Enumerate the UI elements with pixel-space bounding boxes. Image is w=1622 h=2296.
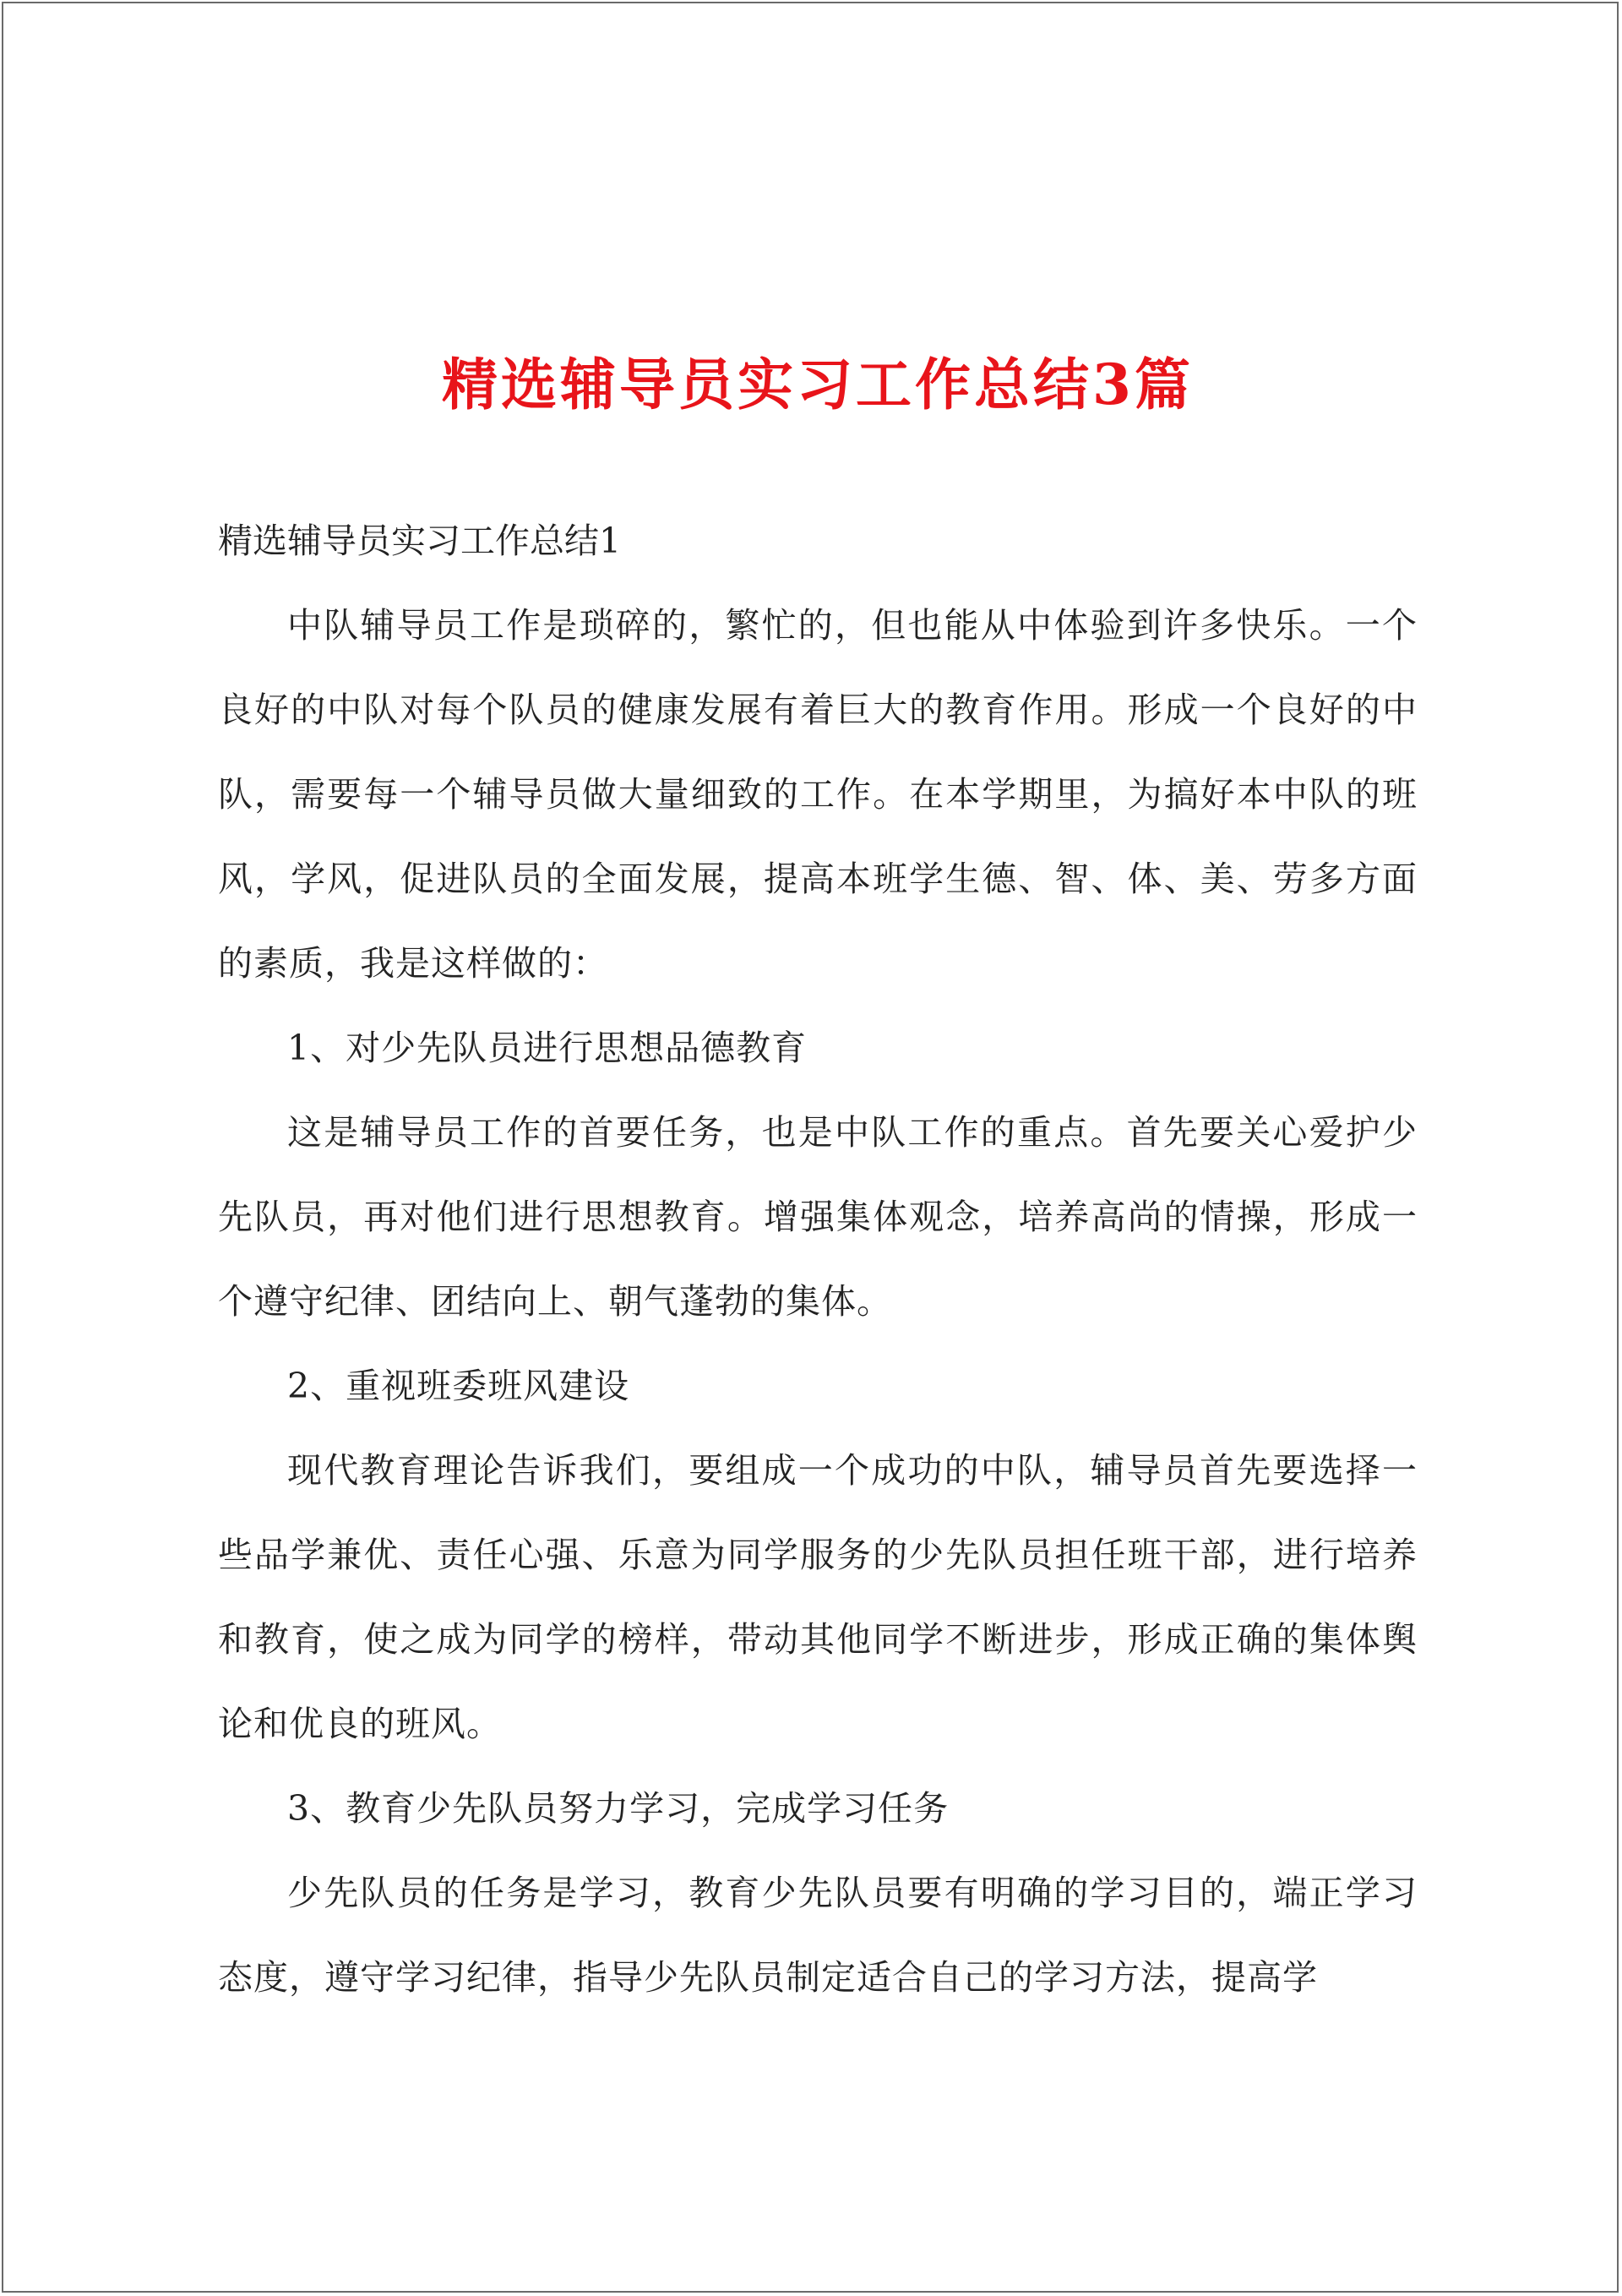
paragraph-item-2: 现代教育理论告诉我们，要组成一个成功的中队，辅导员首先要选择一些品学兼优、责任心强、乐意为同学服务的少先队员担任班干部，进行培养和教育，使之成为同学的榜样，带动其他同学不断进步，形成正确的集体舆论和优良的班风。 bbox=[218, 1450, 1418, 1744]
paragraph-intro: 中队辅导员工作是琐碎的，繁忙的，但也能从中体验到许多快乐。一个良好的中队对每个队员的健康发展有着巨大的教育作用。形成一个良好的中队，需要每一个辅导员做大量细致的工作。在本学期里，为搞好本中队的班风，学风，促进队员的全面发展，提高本班学生德、智、体、美、劳多方面的素质，我是这样做的： bbox=[218, 605, 1418, 984]
document-title: 精选辅导员实习工作总结3篇 bbox=[442, 352, 1194, 417]
paragraph-item-3: 少先队员的任务是学习，教育少先队员要有明确的学习目的，端正学习态度，遵守学习纪律，指导少先队员制定适合自己的学习方法，提高学 bbox=[218, 1873, 1418, 1998]
section-heading: 精选辅导员实习工作总结1 bbox=[218, 521, 622, 561]
paragraph-item-1: 这是辅导员工作的首要任务，也是中队工作的重点。首先要关心爱护少先队员，再对他们进行思想教育。增强集体观念，培养高尚的情操，形成一个遵守纪律、团结向上、朝气蓬勃的集体。 bbox=[218, 1112, 1418, 1322]
item-heading-3: 3、教育少先队员努力学习，完成学习任务 bbox=[287, 1788, 950, 1829]
document-body bbox=[218, 338, 1418, 2020]
item-heading-2: 2、重视班委班风建设 bbox=[287, 1366, 630, 1406]
item-heading-1: 1、对少先队员进行思想品德教育 bbox=[287, 1028, 808, 1068]
